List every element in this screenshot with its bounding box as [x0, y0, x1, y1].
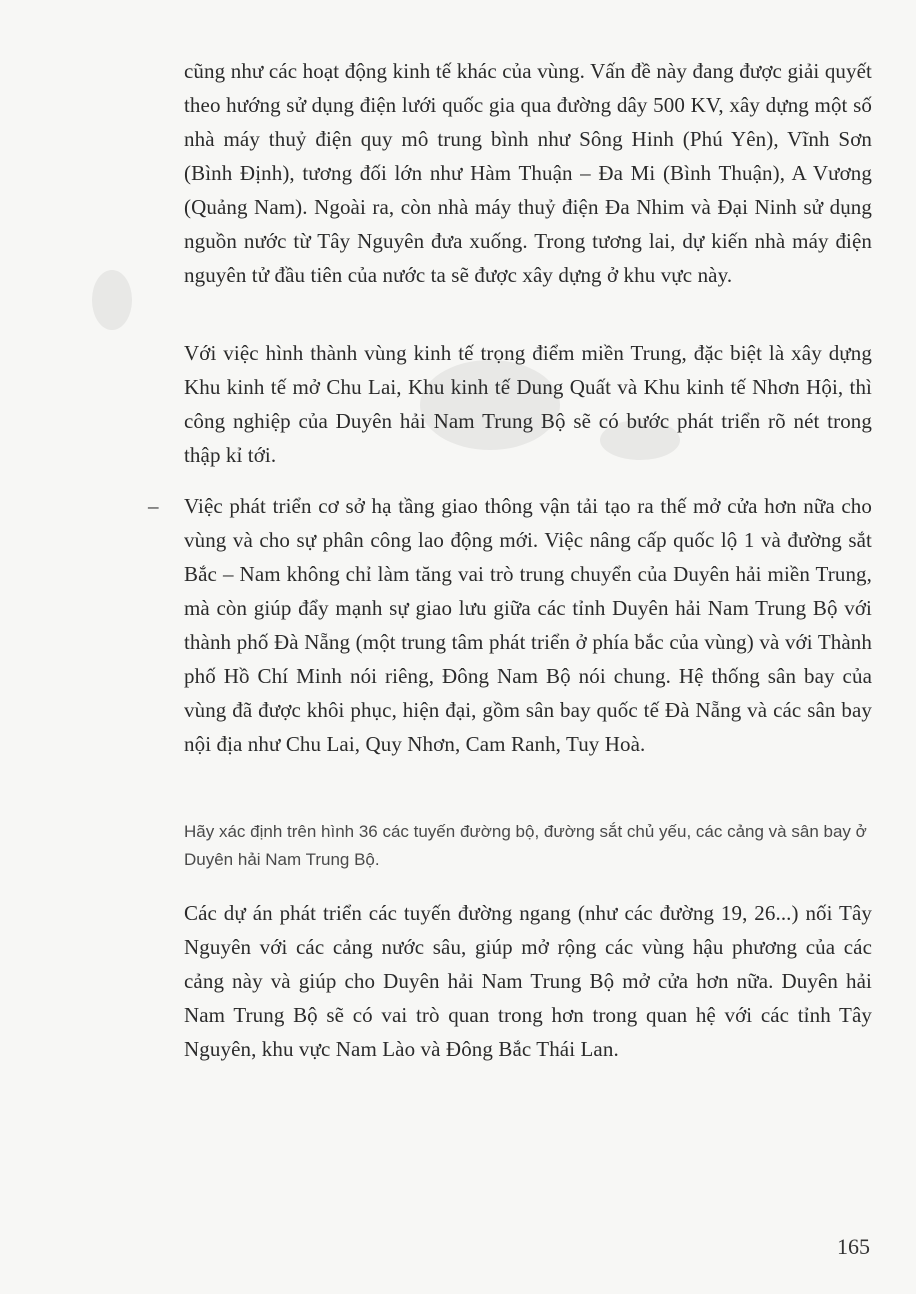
exercise-question: Hãy xác định trên hình 36 các tuyến đường bộ, đường sắt chủ yếu, các cảng và sân bay ở Duyên hải Nam Trung Bộ. — [184, 822, 867, 869]
paragraph-transport-projects: Các dự án phát triển các tuyến đường ngang (như các đường 19, 26...) nối Tây Nguyên với các cảng nước sâu, giúp mở rộng các vùng hậu phương của các cảng này và giúp cho Duyên hải Nam Trung Bộ mở cửa hơn nữa. Duyên hải Nam Trung Bộ sẽ có vai trò quan trong hơn trong quan hệ với các tỉnh Tây Nguyên, khu vực Nam Lào và Đông Bắc Thái Lan. — [184, 901, 872, 1061]
paragraph-economic-zone: Với việc hình thành vùng kinh tế trọng điểm miền Trung, đặc biệt là xây dựng Khu kinh tế mở Chu Lai, Khu kinh tế Dung Quất và Khu kinh tế Nhơn Hội, thì công nghiệp của Duyên hải Nam Trung Bộ sẽ có bước phát triển rõ nét trong thập kỉ tới. — [184, 341, 872, 467]
bullet-dash: – — [148, 494, 159, 518]
paragraph-infrastructure — [148, 489, 872, 761]
page-number: 165 — [837, 1234, 870, 1259]
paragraph-energy: cũng như các hoạt động kinh tế khác của vùng. Vấn đề này đang được giải quyết theo hướng sử dụng điện lưới quốc gia qua đường dây 500 KV, xây dựng một số nhà máy thuỷ điện quy mô trung bình như Sông Hinh (Phú Yên), Vĩnh Sơn (Bình Định), tương đối lớn như Hàm Thuận – Đa Mi (Bình Thuận), A Vương (Quảng Nam). Ngoài ra, còn nhà máy thuỷ điện Đa Nhim và Đại Ninh sử dụng nguồn nước từ Tây Nguyên đưa xuống. Trong tương lai, dự kiến nhà máy điện nguyên tử đầu tiên của nước ta sẽ được xây dựng ở khu vực này. — [184, 59, 872, 287]
scan-speck — [92, 270, 132, 330]
paragraph-infrastructure-text: Việc phát triển cơ sở hạ tầng giao thông vận tải tạo ra thế mở cửa hơn nữa cho vùng và cho sự phân công lao động mới. Việc nâng cấp quốc lộ 1 và đường sắt Bắc – Nam không chỉ làm tăng vai trò trung chuyển của Duyên hải miền Trung, mà còn giúp đẩy mạnh sự giao lưu giữa các tỉnh Duyên hải Nam Trung Bộ với thành phố Đà Nẵng (một trung tâm phát triển ở phía bắc của vùng) và với Thành phố Hồ Chí Minh nói riêng, Đông Nam Bộ nói chung. Hệ thống sân bay của vùng đã được khôi phục, hiện đại, gồm sân bay quốc tế Đà Nẵng và các sân bay nội địa như Chu Lai, Quy Nhơn, Cam Ranh, Tuy Hoà. — [184, 494, 872, 756]
